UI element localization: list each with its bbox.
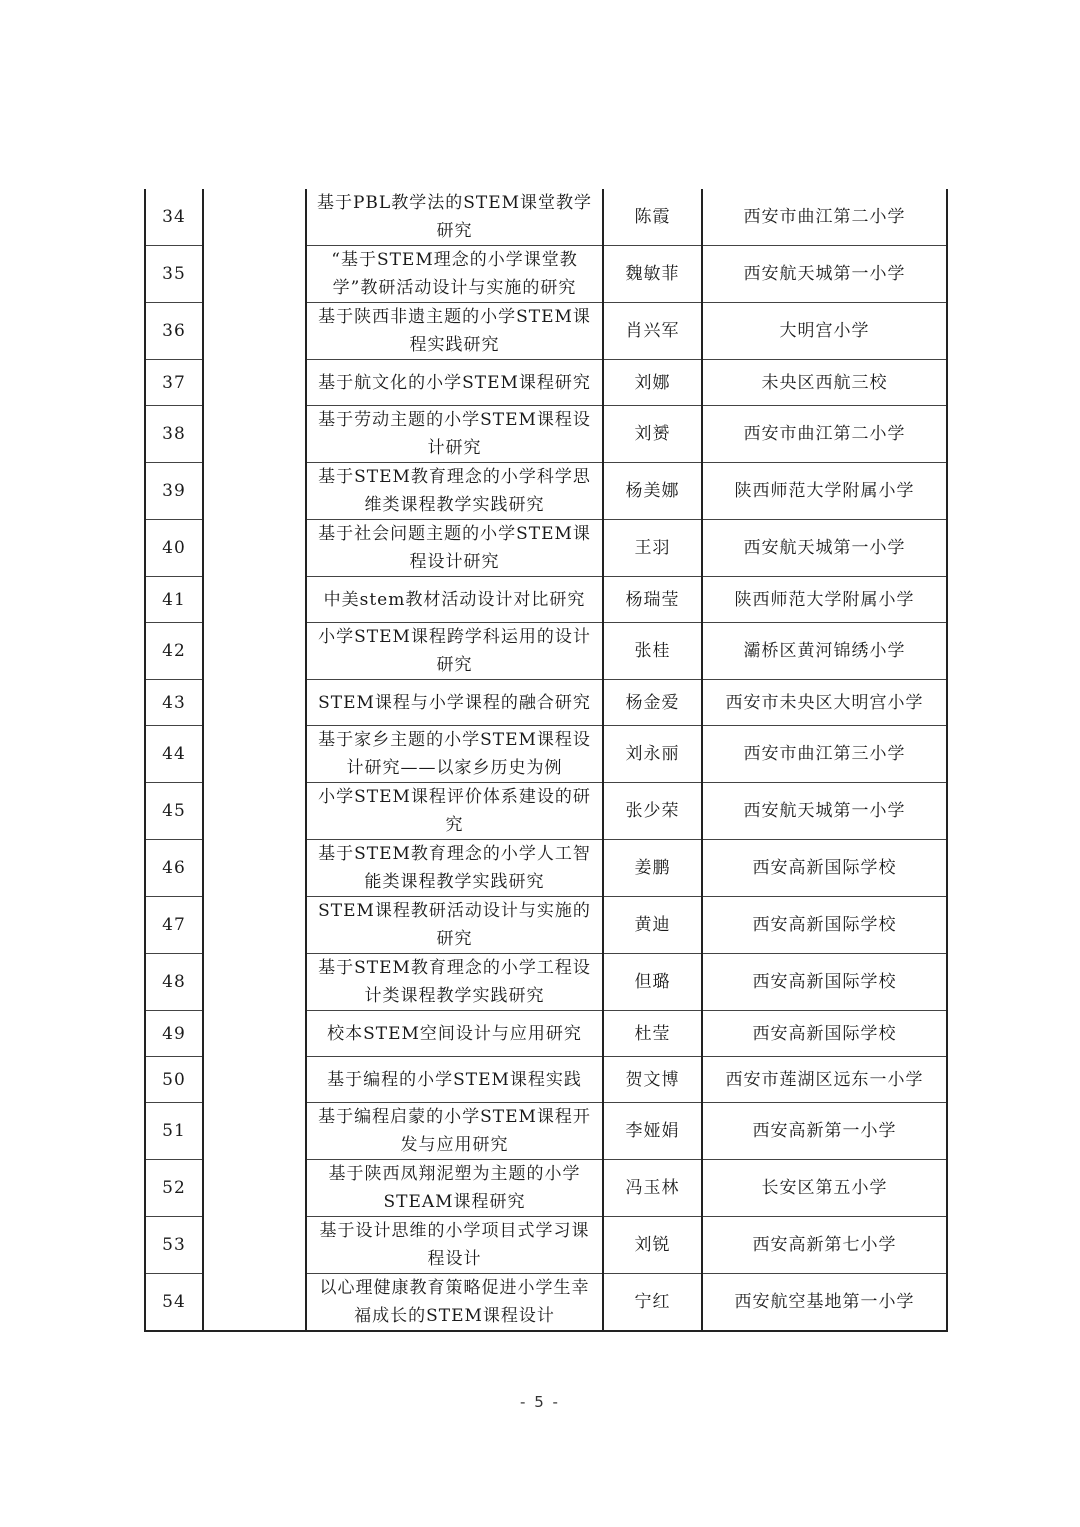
person-name: 刘锐 [603,1217,702,1274]
school-name: 长安区第五小学 [702,1160,947,1217]
person-name: 杨瑞莹 [603,577,702,623]
project-title: 基于编程的小学STEM课程实践 [306,1057,603,1103]
table-row [145,246,947,303]
category-cell [203,680,306,726]
person-name: 刘赟 [603,406,702,463]
person-name: 宁红 [603,1274,702,1332]
category-cell [203,246,306,303]
category-cell [203,303,306,360]
project-title: 基于航文化的小学STEM课程研究 [306,360,603,406]
row-number: 35 [145,246,203,303]
row-number: 40 [145,520,203,577]
school-name: 西安高新国际学校 [702,1011,947,1057]
project-title: 基于社会问题主题的小学STEM课程设计研究 [306,520,603,577]
school-name: 西安高新第一小学 [702,1103,947,1160]
category-cell [203,783,306,840]
category-cell [203,520,306,577]
person-name: 肖兴军 [603,303,702,360]
project-title: 基于劳动主题的小学STEM课程设计研究 [306,406,603,463]
row-number: 44 [145,726,203,783]
category-cell [203,1160,306,1217]
project-title: 基于陕西非遗主题的小学STEM课程实践研究 [306,303,603,360]
row-number: 51 [145,1103,203,1160]
table-row [145,360,947,406]
row-number: 52 [145,1160,203,1217]
person-name: 王羽 [603,520,702,577]
project-title: 基于陕西凤翔泥塑为主题的小学STEAM课程研究 [306,1160,603,1217]
category-cell [203,1217,306,1274]
person-name: 姜鹏 [603,840,702,897]
project-title: STEM课程与小学课程的融合研究 [306,680,603,726]
person-name: 但璐 [603,954,702,1011]
project-title: “基于STEM理念的小学课堂教学”教研活动设计与实施的研究 [306,246,603,303]
category-cell [203,406,306,463]
project-title: 基于STEM教育理念的小学人工智能类课程教学实践研究 [306,840,603,897]
school-name: 西安高新国际学校 [702,954,947,1011]
category-cell [203,189,306,246]
row-number: 48 [145,954,203,1011]
person-name: 贺文博 [603,1057,702,1103]
category-cell [203,623,306,680]
table-row [145,680,947,726]
project-title: 校本STEM空间设计与应用研究 [306,1011,603,1057]
row-number: 43 [145,680,203,726]
school-name: 西安航空基地第一小学 [702,1274,947,1332]
school-name: 西安市曲江第三小学 [702,726,947,783]
project-title: STEM课程教研活动设计与实施的研究 [306,897,603,954]
project-title: 基于编程启蒙的小学STEM课程开发与应用研究 [306,1103,603,1160]
row-number: 39 [145,463,203,520]
category-cell [203,463,306,520]
category-cell [203,1057,306,1103]
table-row [145,189,947,246]
row-number: 54 [145,1274,203,1332]
project-title: 小学STEM课程评价体系建设的研究 [306,783,603,840]
school-name: 陕西师范大学附属小学 [702,463,947,520]
project-title: 中美stem教材活动设计对比研究 [306,577,603,623]
row-number: 37 [145,360,203,406]
table-row [145,783,947,840]
table-row [145,577,947,623]
project-table [144,189,948,1332]
school-name: 大明宫小学 [702,303,947,360]
school-name: 西安高新第七小学 [702,1217,947,1274]
school-name: 西安航天城第一小学 [702,246,947,303]
row-number: 49 [145,1011,203,1057]
row-number: 36 [145,303,203,360]
table-row [145,463,947,520]
category-cell [203,954,306,1011]
project-title: 基于STEM教育理念的小学工程设计类课程教学实践研究 [306,954,603,1011]
table-row [145,520,947,577]
row-number: 42 [145,623,203,680]
person-name: 张少荣 [603,783,702,840]
school-name: 西安市未央区大明宫小学 [702,680,947,726]
school-name: 西安市曲江第二小学 [702,189,947,246]
category-cell [203,577,306,623]
row-number: 45 [145,783,203,840]
row-number: 38 [145,406,203,463]
category-cell [203,1274,306,1332]
table-row [145,1160,947,1217]
school-name: 西安航天城第一小学 [702,783,947,840]
table-row [145,1274,947,1332]
project-title: 基于设计思维的小学项目式学习课程设计 [306,1217,603,1274]
project-title: 基于PBL教学法的STEM课堂教学研究 [306,189,603,246]
project-title: 小学STEM课程跨学科运用的设计研究 [306,623,603,680]
category-cell [203,1103,306,1160]
school-name: 陕西师范大学附属小学 [702,577,947,623]
category-cell [203,360,306,406]
school-name: 西安高新国际学校 [702,840,947,897]
person-name: 杜莹 [603,1011,702,1057]
person-name: 张桂 [603,623,702,680]
school-name: 未央区西航三校 [702,360,947,406]
person-name: 刘娜 [603,360,702,406]
school-name: 灞桥区黄河锦绣小学 [702,623,947,680]
row-number: 47 [145,897,203,954]
person-name: 冯玉林 [603,1160,702,1217]
table-row [145,1011,947,1057]
category-cell [203,726,306,783]
row-number: 53 [145,1217,203,1274]
table-row [145,954,947,1011]
school-name: 西安市莲湖区远东一小学 [702,1057,947,1103]
row-number: 41 [145,577,203,623]
category-cell [203,897,306,954]
table-row [145,303,947,360]
category-cell [203,1011,306,1057]
table-row [145,726,947,783]
category-cell [203,840,306,897]
table-row [145,1103,947,1160]
table-row [145,623,947,680]
person-name: 杨美娜 [603,463,702,520]
school-name: 西安市曲江第二小学 [702,406,947,463]
page-number: - 5 - [520,1393,560,1411]
table-row [145,1057,947,1103]
project-title: 以心理健康教育策略促进小学生幸福成长的STEM课程设计 [306,1274,603,1332]
person-name: 杨金爱 [603,680,702,726]
school-name: 西安高新国际学校 [702,897,947,954]
person-name: 陈霞 [603,189,702,246]
project-title: 基于STEM教育理念的小学科学思维类课程教学实践研究 [306,463,603,520]
table-row [145,406,947,463]
table-row [145,1217,947,1274]
table-row [145,897,947,954]
row-number: 46 [145,840,203,897]
project-title: 基于家乡主题的小学STEM课程设计研究——以家乡历史为例 [306,726,603,783]
person-name: 黄迪 [603,897,702,954]
person-name: 李娅娟 [603,1103,702,1160]
row-number: 50 [145,1057,203,1103]
table-row [145,840,947,897]
row-number: 34 [145,189,203,246]
person-name: 刘永丽 [603,726,702,783]
school-name: 西安航天城第一小学 [702,520,947,577]
person-name: 魏敏菲 [603,246,702,303]
